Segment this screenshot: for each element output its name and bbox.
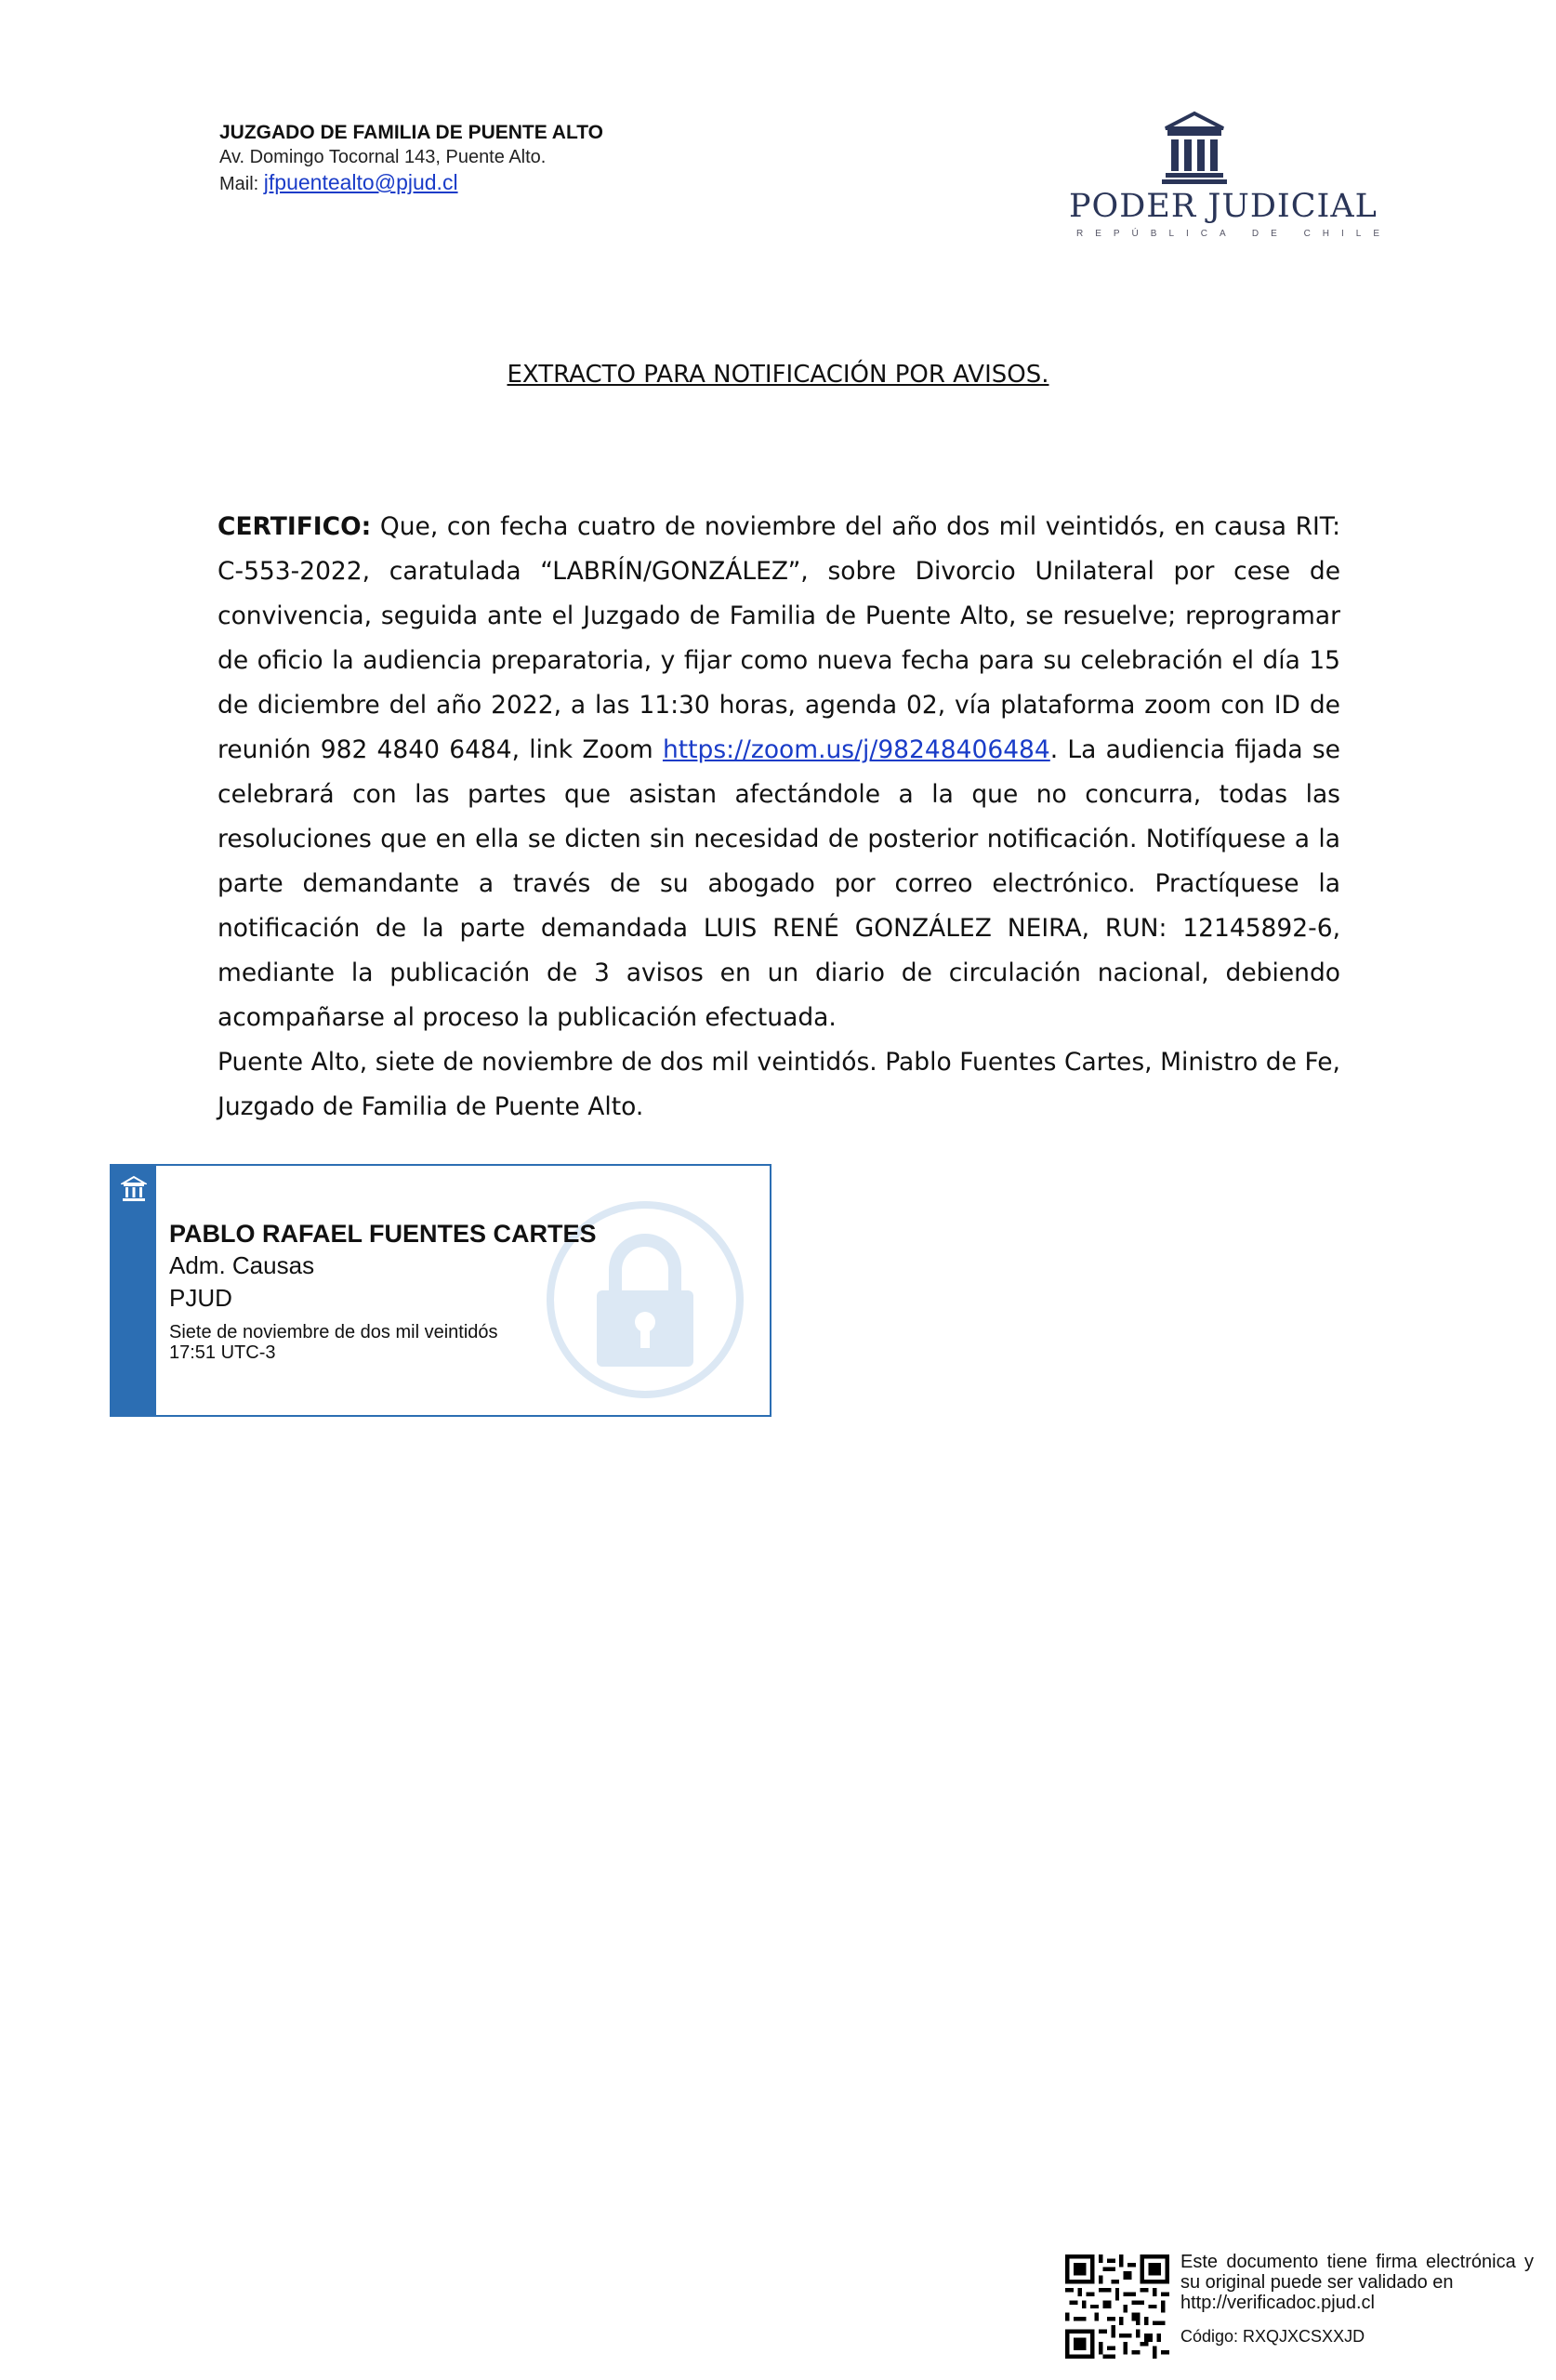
- signature-time: 17:51 UTC-3: [169, 1342, 276, 1363]
- verification-url[interactable]: http://verificadoc.pjud.cl: [1180, 2293, 1375, 2313]
- logo-title: PODER JUDICIAL: [1069, 188, 1378, 225]
- signature-date: Siete de noviembre de dos mil veintidós: [169, 1322, 498, 1342]
- document-body: [218, 505, 1340, 1130]
- mail-link[interactable]: jfpuentealto@pjud.cl: [263, 170, 458, 194]
- court-header: [219, 121, 603, 197]
- certifico-label: CERTIFICO:: [218, 512, 372, 541]
- qr-code-icon: [1065, 2254, 1169, 2359]
- court-mail: [219, 169, 603, 197]
- logo-subtitle: REPÚBLICA DE CHILE: [1076, 229, 1392, 239]
- zoom-link[interactable]: https://zoom.us/j/98248406484: [662, 735, 1050, 764]
- court-name: JUZGADO DE FAMILIA DE PUENTE ALTO: [219, 122, 604, 143]
- verification-code: Código: RXQJXCSXXJD: [1180, 2327, 1365, 2346]
- signer-role: Adm. Causas: [169, 1251, 315, 1279]
- certificate-text-1: Que, con fecha cuatro de noviembre del año dos mil veintidós, en causa RIT: C-553-2022, caratulada “LABRÍN/GONZÁLEZ”, sobre Divorcio Unilateral por cese de convivencia, seguida ante el Juzgado de Familia de Puente Alto, se resuelve; reprogramar de oficio la audiencia preparatoria, y fijar como nueva fecha para su celebración el día 15 de diciembre del año 2022, a las 11:30 horas, agenda 02, vía plataforma zoom con ID de reunión 982 4840 6484, link Zoom: [218, 512, 1340, 764]
- signer-name: PABLO RAFAEL FUENTES CARTES: [169, 1220, 597, 1248]
- verification-note: [1180, 2252, 1534, 2347]
- certificate-paragraph: [218, 505, 1340, 1040]
- courthouse-icon: [1162, 110, 1227, 184]
- courthouse-icon: [121, 1175, 147, 1203]
- signature-details: [169, 1218, 597, 1363]
- court-address: Av. Domingo Tocornal 143, Puente Alto.: [219, 147, 547, 167]
- poder-judicial-logo: [1069, 110, 1392, 240]
- mail-label: Mail:: [219, 174, 259, 194]
- document-title: EXTRACTO PARA NOTIFICACIÓN POR AVISOS.: [507, 361, 1049, 389]
- signature-side-bar: [112, 1166, 156, 1415]
- certificate-text-2: . La audiencia fijada se celebrará con las partes que asistan afectándole a la que no concurra, todas las resoluciones que en ella se dicten sin necesidad de posterior notificación. Notifíquese a la parte demandante a través de su abogado por correo electrónico. Practíquese la notificación de la parte demandada LUIS RENÉ GONZÁLEZ NEIRA, RUN: 12145892-6, mediante la publicación de 3 avisos en un diario de circulación nacional, debiendo acompañarse al proceso la publicación efectuada.: [218, 735, 1340, 1032]
- verification-text: Este documento tiene firma electrónica y su original puede ser validado en: [1180, 2252, 1534, 2293]
- closing-paragraph: Puente Alto, siete de noviembre de dos mil veintidós. Pablo Fuentes Cartes, Ministro de Fe, Juzgado de Familia de Puente Alto.: [218, 1048, 1340, 1121]
- electronic-signature-box: [110, 1164, 771, 1417]
- signer-organization: PJUD: [169, 1284, 232, 1312]
